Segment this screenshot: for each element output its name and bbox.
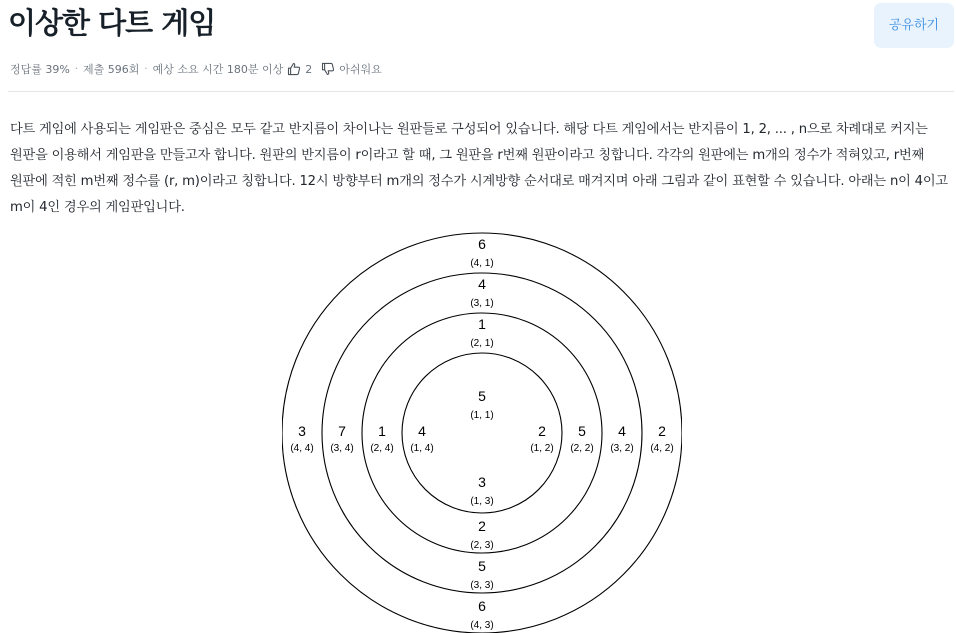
cell-3-4-label: (3, 4) — [330, 443, 354, 454]
cell-4-2-label: (4, 2) — [650, 443, 674, 454]
cell-2-2-label: (2, 2) — [570, 443, 594, 454]
estimated-time: 예상 소요 시간 180분 이상 — [152, 63, 284, 76]
cell-1-1-label: (1, 1) — [470, 410, 494, 421]
thumbs-down-icon — [321, 62, 335, 76]
cell-3-1-label: (3, 1) — [470, 298, 494, 309]
cell-3-2-value: 4 — [618, 423, 626, 439]
thumbs-up-icon — [287, 62, 301, 76]
cell-1-2-label: (1, 2) — [530, 443, 554, 454]
like-button[interactable] — [287, 62, 321, 76]
cell-4-4-label: (4, 4) — [290, 443, 314, 454]
like-count: 2 — [305, 62, 313, 76]
dislike-button[interactable] — [321, 61, 382, 77]
dartboard-diagram — [282, 228, 682, 633]
accuracy-rate: 정답률 39% — [10, 63, 70, 76]
header-divider — [8, 91, 954, 92]
meta-separator: · — [74, 63, 79, 75]
dartboard-svg — [282, 228, 682, 633]
page-title: 이상한 다트 게임 — [8, 6, 216, 40]
cell-2-2-value: 5 — [578, 423, 586, 439]
cell-4-1-label: (4, 1) — [470, 258, 494, 269]
cell-1-4-value: 4 — [418, 423, 426, 439]
cell-1-4-label: (1, 4) — [410, 443, 434, 454]
ring-2-circle — [362, 313, 602, 553]
meta-separator: · — [144, 63, 148, 75]
cell-2-4-value: 1 — [378, 423, 386, 439]
cell-1-3-value: 3 — [478, 474, 486, 490]
dislike-label: 아쉬워요 — [339, 63, 382, 76]
cell-3-3-value: 5 — [478, 558, 486, 574]
cell-3-1-value: 4 — [478, 276, 486, 292]
problem-meta — [10, 60, 382, 78]
submission-count: 제출 596회 — [83, 63, 140, 76]
share-button[interactable]: 공유하기 — [874, 3, 954, 48]
cell-3-2-label: (3, 2) — [610, 443, 634, 454]
cell-1-2-value: 2 — [538, 423, 546, 439]
cell-1-3-label: (1, 3) — [470, 496, 494, 507]
cell-2-3-value: 2 — [478, 518, 486, 534]
description-paragraph: 다트 게임에 사용되는 게임판은 중심은 모두 같고 반지름이 차이나는 원판들로 구성되어 있습니다. 해당 다트 게임에서는 반지름이 1, 2, ... , n으로 차례대로 커지는 원판을 이용해서 게임판을 만들고자 합니다. 원판의 반지름이 r이라고 할 때, 그 원판을 r번째 원판이라고 칭합니다. 각각의 원판에는 m개의 정수가 적혀있고, r번째 원판에 적힌 m번째 정수를 (r, m)이라고 칭합니다. 12시 방향부터 m개의 정수가 시계방향 순서대로 매겨지며 아래 그림과 같이 표현할 수 있습니다. 아래는 n이 4이고 m이 4인 경우의 게임판입니다. — [10, 122, 948, 215]
cell-2-3-label: (2, 3) — [470, 540, 494, 551]
problem-description — [10, 117, 950, 221]
cell-2-1-label: (2, 1) — [470, 338, 494, 349]
cell-4-4-value: 3 — [298, 423, 306, 439]
cell-2-4-label: (2, 4) — [370, 443, 394, 454]
cell-2-1-value: 1 — [478, 316, 486, 332]
cell-4-2-value: 2 — [658, 423, 666, 439]
cell-3-4-value: 7 — [338, 423, 346, 439]
cell-1-1-value: 5 — [478, 388, 486, 404]
cell-4-1-value: 6 — [478, 236, 486, 252]
cell-4-3-value: 6 — [478, 598, 486, 614]
cell-4-3-label: (4, 3) — [470, 620, 494, 631]
cell-3-3-label: (3, 3) — [470, 580, 494, 591]
